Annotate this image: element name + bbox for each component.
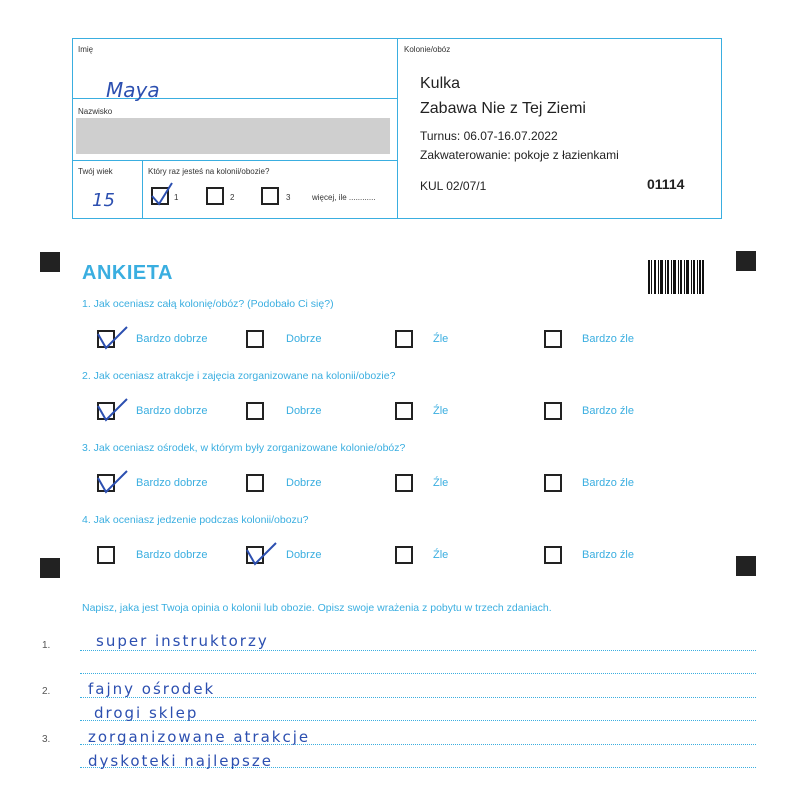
q3-checkbox-good[interactable] <box>246 474 264 492</box>
q3-option-very-good: Bardzo dobrze <box>136 477 208 489</box>
answer-text[interactable]: super instruktorzy <box>96 632 269 650</box>
age-value: 15 <box>92 190 115 211</box>
camp-code: KUL 02/07/1 <box>420 179 487 193</box>
opinion-prompt: Napisz, jaka jest Twoja opinia o kolonii lub obozie. Opisz swoje wrażenia z pobytu w trzech zdaniach. <box>82 602 552 614</box>
q2-option-bad: Źle <box>433 405 449 417</box>
times-checkbox-2[interactable] <box>206 187 224 205</box>
q3-checkbox-very-bad[interactable] <box>544 474 562 492</box>
q4-option-very-bad: Bardzo źle <box>582 549 634 561</box>
q1-checkbox-very-bad[interactable] <box>544 330 562 348</box>
q3-checkbox-bad[interactable] <box>395 474 413 492</box>
q4-checkbox-very-good[interactable] <box>97 546 115 564</box>
q4-checkbox-bad[interactable] <box>395 546 413 564</box>
check-mark-icon <box>244 540 278 568</box>
q4-option-good: Dobrze <box>286 549 322 561</box>
age-label: Twój wiek <box>78 167 113 176</box>
q2-option-very-bad: Bardzo źle <box>582 405 634 417</box>
q1-option-very-bad: Bardzo źle <box>582 333 634 345</box>
registration-marker <box>736 556 756 576</box>
camp-name: Kulka <box>420 75 461 92</box>
q1-option-very-good: Bardzo dobrze <box>136 333 208 345</box>
times-more: więcej, ile ............ <box>312 193 376 202</box>
check-mark-icon <box>95 468 129 496</box>
answer-text[interactable]: drogi sklep <box>94 704 199 722</box>
answer-line <box>80 650 756 651</box>
question-4: 4. Jak oceniasz jedzenie podczas kolonii/obozu? <box>82 514 309 526</box>
times-option-1: 1 <box>174 193 179 202</box>
q2-checkbox-good[interactable] <box>246 402 264 420</box>
answer-line <box>80 673 756 674</box>
accommodation: Zakwaterowanie: pokoje z łazienkami <box>420 148 619 162</box>
q4-checkbox-very-bad[interactable] <box>544 546 562 564</box>
q3-option-good: Dobrze <box>286 477 322 489</box>
q3-option-bad: Źle <box>433 477 449 489</box>
answer-text[interactable]: fajny ośrodek <box>88 680 216 698</box>
q4-option-very-good: Bardzo dobrze <box>136 549 208 561</box>
times-option-2: 2 <box>230 193 235 202</box>
question-3: 3. Jak oceniasz ośrodek, w którym były zorganizowane kolonie/obóz? <box>82 442 406 454</box>
times-question: Który raz jesteś na kolonii/obozie? <box>148 167 270 176</box>
turnus: Turnus: 06.07-16.07.2022 <box>420 129 558 143</box>
q1-checkbox-bad[interactable] <box>395 330 413 348</box>
line-number: 3. <box>42 734 51 745</box>
check-mark-icon <box>95 396 129 424</box>
q2-checkbox-bad[interactable] <box>395 402 413 420</box>
q3-option-very-bad: Bardzo źle <box>582 477 634 489</box>
survey-title: ANKIETA <box>82 262 173 284</box>
q2-checkbox-very-bad[interactable] <box>544 402 562 420</box>
q2-option-good: Dobrze <box>286 405 322 417</box>
answer-text[interactable]: dyskoteki najlepsze <box>88 752 273 770</box>
camp-title: Zabawa Nie z Tej Ziemi <box>420 100 586 117</box>
barcode-icon <box>648 260 704 294</box>
header-divider-age-vertical <box>142 160 143 219</box>
question-2: 2. Jak oceniasz atrakcje i zajęcia zorganizowane na kolonii/obozie? <box>82 370 396 382</box>
camp-label: Kolonie/obóz <box>404 45 451 54</box>
q1-checkbox-good[interactable] <box>246 330 264 348</box>
last-name-label: Nazwisko <box>78 107 113 116</box>
line-number: 2. <box>42 686 51 697</box>
q2-option-very-good: Bardzo dobrze <box>136 405 208 417</box>
header-divider-vertical <box>397 38 398 219</box>
q1-option-bad: Źle <box>433 333 449 345</box>
redacted-last-name <box>76 118 390 154</box>
first-name-label: Imię <box>78 45 94 54</box>
registration-marker <box>40 252 60 272</box>
registration-marker <box>40 558 60 578</box>
check-mark-icon <box>95 324 129 352</box>
form-number: 01114 <box>647 176 685 192</box>
q4-option-bad: Źle <box>433 549 449 561</box>
answer-text[interactable]: zorganizowane atrakcje <box>88 728 311 746</box>
q1-option-good: Dobrze <box>286 333 322 345</box>
first-name-value: Maya <box>106 78 160 102</box>
line-number: 1. <box>42 640 51 651</box>
times-checkbox-3[interactable] <box>261 187 279 205</box>
header-divider-age <box>72 160 398 161</box>
registration-marker <box>736 251 756 271</box>
times-option-3: 3 <box>286 193 291 202</box>
question-1: 1. Jak oceniasz całą kolonię/obóz? (Podobało Ci się?) <box>82 298 334 310</box>
